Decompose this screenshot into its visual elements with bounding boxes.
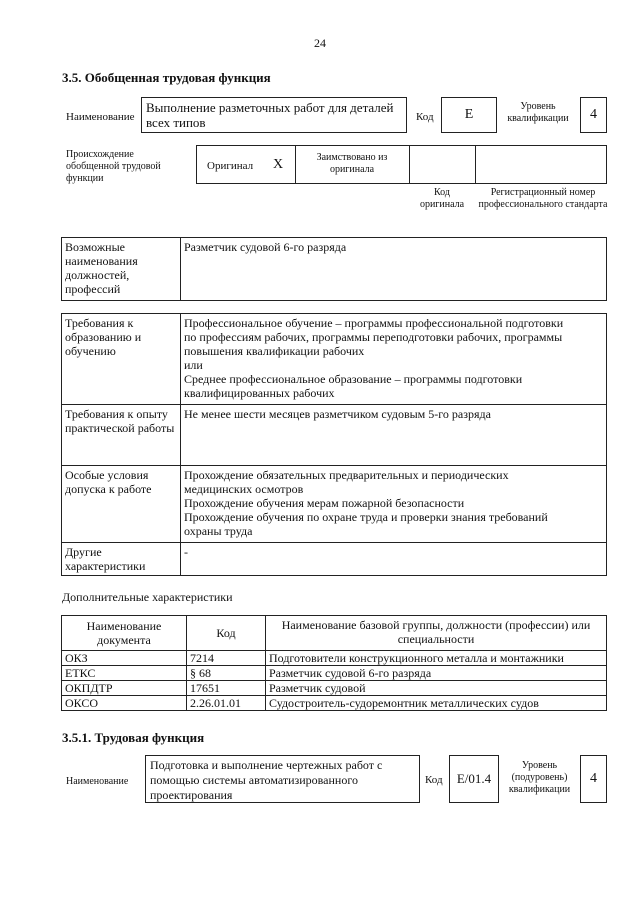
req-admission-label: Особые условия допуска к работе xyxy=(62,466,181,543)
page-number: 24 xyxy=(314,36,326,50)
sub-name-label: Наименование xyxy=(66,776,129,787)
level-box: 4 xyxy=(580,97,607,133)
req-other-value xyxy=(181,543,607,576)
section-title: 3.5. Обобщенная трудовая функция xyxy=(62,70,271,85)
table-row xyxy=(62,681,607,696)
cell-name: Подготовители конструкционного металла и монтажники xyxy=(266,651,607,666)
cell-doc: ОКПДТР xyxy=(62,681,187,696)
req-admission-value xyxy=(181,466,607,543)
req-education-label: Требования к образованию и обучению xyxy=(62,314,181,405)
borrowed-label: Заимствовано из оригинала xyxy=(316,152,388,175)
table-header-row xyxy=(62,616,607,651)
req-line: охраны труда xyxy=(184,524,253,538)
function-name-box: Выполнение разметочных работ для деталей всех типов xyxy=(141,97,407,133)
req-line: Профессиональное обучение – программы профессиональной подготовки xyxy=(184,316,564,330)
req-experience-value xyxy=(181,405,607,466)
sub-code-label: Код xyxy=(425,774,443,786)
req-line: Прохождение обязательных предварительных и периодических xyxy=(184,468,509,482)
positions-label: Возможные наименования должностей, профессий xyxy=(62,238,181,301)
level-label: Уровень квалификации xyxy=(507,101,569,124)
table-row xyxy=(62,466,607,543)
cell-code: 2.26.01.01 xyxy=(187,696,266,711)
req-line: Прохождение обучения по охране труда и проверки знания требований xyxy=(184,510,548,524)
table-row xyxy=(62,238,607,301)
table-row xyxy=(62,543,607,576)
cell-doc: ЕТКС xyxy=(62,666,187,681)
name-label: Наименование xyxy=(66,111,135,123)
req-line: квалифицированных рабочих xyxy=(184,386,335,400)
req-line: повышения квалификации рабочих xyxy=(184,344,365,358)
req-line: по профессиям рабочих, программы переподготовки рабочих, программы xyxy=(184,330,563,344)
requirements-table xyxy=(61,313,607,576)
subsection-title: 3.5.1. Трудовая функция xyxy=(62,730,205,745)
origin-divider-1 xyxy=(295,146,296,183)
sub-level-box: 4 xyxy=(580,755,607,803)
cell-name: Судостроитель-судоремонтник металлических судов xyxy=(266,696,607,711)
table-row xyxy=(62,314,607,405)
table-row xyxy=(62,666,607,681)
sub-function-name-box: Подготовка и выполнение чертежных работ с помощью системы автоматизированного проектирования xyxy=(145,755,420,803)
table-row xyxy=(62,651,607,666)
origin-label: Происхождение обобщенной трудовой функции xyxy=(66,149,161,184)
header-name: Наименование базовой группы, должности (профессии) или специальности xyxy=(266,616,607,651)
table-row xyxy=(62,405,607,466)
origin-divider-2 xyxy=(409,146,410,183)
additional-table xyxy=(61,615,607,711)
cell-doc: ОКСО xyxy=(62,696,187,711)
req-line: Среднее профессиональное образование – программы подготовки xyxy=(184,372,523,386)
positions-table xyxy=(61,237,607,301)
origin-code-label: Код оригинала xyxy=(419,187,465,210)
req-line: Не менее шести месяцев разметчиком судовым 5-го разряда xyxy=(184,407,491,421)
positions-value: Разметчик судовой 6-го разряда xyxy=(181,238,607,301)
cell-code: 7214 xyxy=(187,651,266,666)
code-label: Код xyxy=(416,111,434,123)
req-education-value xyxy=(181,314,607,405)
code-box: E xyxy=(441,97,497,133)
original-mark: X xyxy=(273,157,284,172)
cell-name: Разметчик судовой xyxy=(266,681,607,696)
req-experience-label: Требования к опыту практической работы xyxy=(62,405,181,466)
header-document: Наименование документа xyxy=(62,616,187,651)
origin-divider-3 xyxy=(475,146,476,183)
cell-code: § 68 xyxy=(187,666,266,681)
table-row xyxy=(62,696,607,711)
sub-level-label: Уровень (подуровень) квалификации xyxy=(508,760,571,795)
origin-box xyxy=(196,145,607,184)
req-other-label: Другие характеристики xyxy=(62,543,181,576)
cell-name: Разметчик судовой 6-го разряда xyxy=(266,666,607,681)
req-line: или xyxy=(184,358,203,372)
cell-code: 17651 xyxy=(187,681,266,696)
cell-doc: ОКЗ xyxy=(62,651,187,666)
req-line: - xyxy=(184,545,188,559)
sub-code-box: E/01.4 xyxy=(449,755,499,803)
req-line: медицинских осмотров xyxy=(184,482,304,496)
additional-title: Дополнительные характеристики xyxy=(62,590,233,604)
original-label: Оригинал xyxy=(207,160,254,172)
header-code: Код xyxy=(187,616,266,651)
reg-number-label: Регистрационный номер профессионального стандарта xyxy=(478,187,608,210)
req-line: Прохождение обучения мерам пожарной безопасности xyxy=(184,496,465,510)
